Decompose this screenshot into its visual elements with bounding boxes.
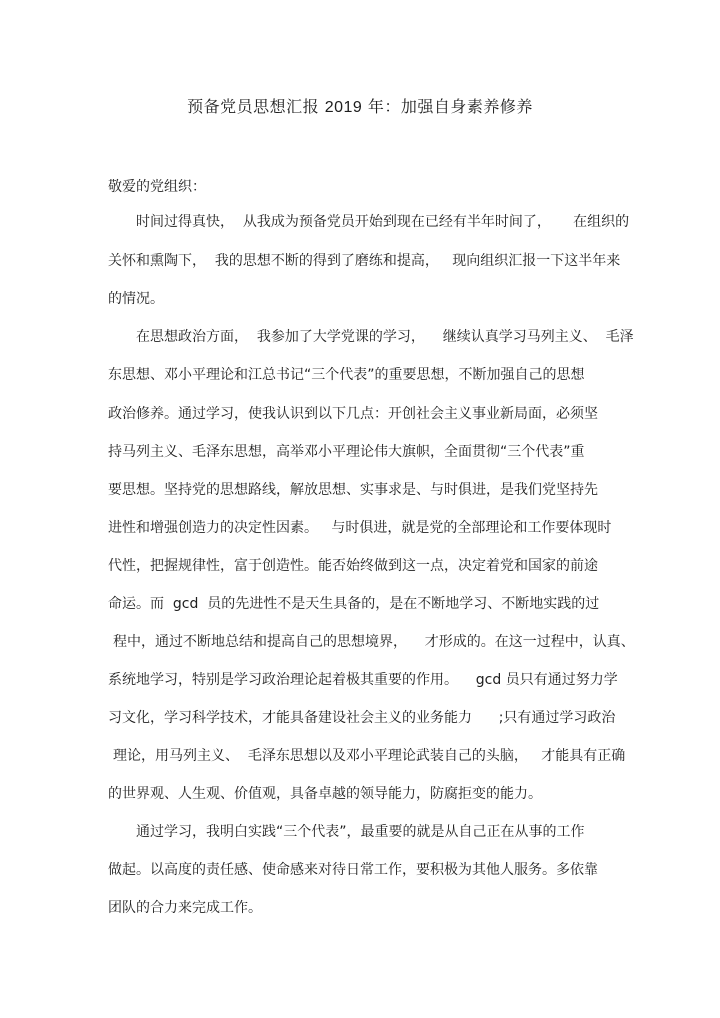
paragraph-line: 的情况。 (108, 291, 164, 307)
salutation: 敬爱的党组织： (108, 179, 206, 195)
paragraph-line: 习文化，学习科学技术，才能具备建设社会主义的业务能力 ;只有通过学习政治 (108, 710, 616, 726)
paragraph-line: 持马列主义、毛泽东思想，高举邓小平理论伟大旗帜，全面贯彻“三个代表”重 (108, 444, 585, 460)
paragraph-line: 关怀和熏陶下， 我的思想不断的得到了磨练和提高， 现向组织汇报一下这半年来 (108, 253, 621, 269)
paragraph-line: 政治修养。通过学习，使我认识到以下几点：开创社会主义事业新局面，必须坚 (108, 406, 598, 422)
paragraph-line: 做起。以高度的责任感、使命感来对待日常工作，要积极为其他人服务。多依靠 (108, 862, 598, 878)
document-title (0, 94, 720, 117)
paragraph-line: 理论，用马列主义、 毛泽东思想以及邓小平理论武装自己的头脑， 才能具有正确 (113, 748, 626, 764)
paragraph-line: 团队的合力来完成工作。 (108, 900, 262, 916)
paragraph-line: 的世界观、人生观、价值观，具备卓越的领导能力，防腐拒变的能力。 (108, 786, 542, 802)
paragraph-line: 程中，通过不断地总结和提高自己的思想境界， 才形成的。在这一过程中，认真、 (113, 634, 635, 650)
paragraph-line: 东思想、邓小平理论和江总书记“三个代表”的重要思想，不断加强自己的思想 (108, 367, 585, 383)
title-suffix: 年：加强自身素养修养 (362, 97, 533, 116)
paragraph-line: 通过学习，我明白实践“三个代表”，最重要的就是从自己正在从事的工作 (136, 824, 585, 840)
paragraph-line: 时间过得真快， 从我成为预备党员开始到现在已经有半年时间了， 在组织的 (136, 214, 630, 230)
paragraph-line: 进性和增强创造力的决定性因素。 与时俱进，就是党的全部理论和工作要体现时 (108, 520, 612, 536)
paragraph-line: 命运。而 gcd 员的先进性不是天生具备的，是在不断地学习、不断地实践的过 (108, 596, 600, 612)
paragraph-line: 代性，把握规律性，富于创造性。能否始终做到这一点，决定着党和国家的前途 (108, 558, 598, 574)
title-year: 2019 (324, 99, 363, 116)
title-prefix: 预备党员思想汇报 (187, 97, 325, 116)
paragraph-line: 系统地学习，特别是学习政治理论起着极其重要的作用。 gcd 员只有通过努力学 (108, 672, 618, 688)
paragraph-line: 在思想政治方面， 我参加了大学党课的学习， 继续认真学习马列主义、 毛泽 (136, 329, 634, 345)
paragraph-line: 要思想。坚持党的思想路线，解放思想、实事求是、与时俱进，是我们党坚持先 (108, 482, 598, 498)
